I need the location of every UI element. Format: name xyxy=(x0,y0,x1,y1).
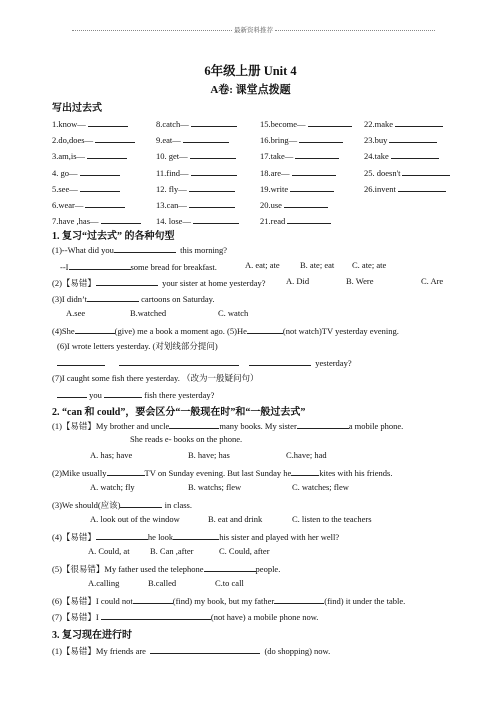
s2-q4-opt-c[interactable]: C. Could, after xyxy=(219,546,270,556)
vocab-word: 23.buy xyxy=(364,135,388,146)
vocab-item xyxy=(260,198,328,210)
s2-q1-opt-c[interactable]: C.have; had xyxy=(286,450,327,460)
vocab-answer-blank[interactable] xyxy=(389,133,437,143)
vocab-answer-blank[interactable] xyxy=(402,166,450,176)
vocab-word: 13.can— xyxy=(156,200,187,210)
s3-q1 xyxy=(52,644,330,657)
s1-q3-blank[interactable] xyxy=(87,292,139,302)
s2-q4-opt-a[interactable]: A. Could, at xyxy=(88,546,130,556)
s1-q2-opt-b[interactable]: B. Were xyxy=(346,276,374,286)
s2-q7-a: (7)【易错】I xyxy=(52,612,99,622)
s1-q3 xyxy=(52,292,215,304)
vocab-item xyxy=(260,117,352,129)
s2-q1-b: many books. My sister xyxy=(219,421,297,431)
s2-q3-a: (3)We should(应该) xyxy=(52,500,121,510)
s1-q4 xyxy=(52,324,399,336)
s1-q7: (7)I caught some fish there yesterday. （改为一般疑问句） xyxy=(52,373,259,383)
s3-q1-a: (1)【易错】My friends are xyxy=(52,646,146,656)
vocab-answer-blank[interactable] xyxy=(290,182,334,192)
vocab-word: 17.take— xyxy=(260,151,294,162)
s1-q7-blank-1[interactable] xyxy=(57,388,87,398)
s2-q6-b: (find) my book, but my father xyxy=(172,596,275,606)
s1-q3-opt-c[interactable]: C. watch xyxy=(218,308,249,318)
header-text: 最新资料推荐 xyxy=(234,27,273,34)
vocab-word: 19.write xyxy=(260,183,289,194)
vocab-answer-blank[interactable] xyxy=(183,133,229,143)
vocab-item xyxy=(52,198,125,210)
s2-q6-c: (find) it under the table. xyxy=(324,596,406,606)
vocab-item xyxy=(156,166,237,178)
s3-q1-b: (do shopping) now. xyxy=(264,646,331,656)
s2-q1 xyxy=(52,419,403,432)
s2-q3-blank[interactable] xyxy=(120,498,162,508)
vocab-word: 15.become— xyxy=(260,119,306,129)
s1-q2-blank[interactable] xyxy=(96,276,158,286)
page-subtitle: A卷: 课堂点拨题 xyxy=(210,84,291,96)
s1-q2-opt-c[interactable]: C. Are xyxy=(421,276,444,286)
vocab-word: 2.do,does— xyxy=(52,135,94,146)
s2-q4-a: (4)【易错】 xyxy=(52,532,96,542)
vocab-item xyxy=(364,117,443,129)
s1-q1-post: this morning? xyxy=(180,245,228,255)
vocab-word: 10. get— xyxy=(156,151,188,162)
s1-q1b-pre: --I xyxy=(60,262,69,272)
vocab-answer-blank[interactable] xyxy=(189,198,235,208)
s1-q7-mid2: fish there yesterday? xyxy=(144,390,215,400)
vocab-item xyxy=(52,182,120,194)
vocab-answer-blank[interactable] xyxy=(295,149,339,159)
section-heading-past-tense: 写出过去式 xyxy=(52,103,102,114)
s1-q7-answer xyxy=(57,388,214,400)
s2-q5-opt-a[interactable]: A.calling xyxy=(88,578,120,588)
vocab-item xyxy=(156,214,239,226)
vocab-item xyxy=(364,166,450,178)
s1-q2 xyxy=(52,276,266,289)
vocab-answer-blank[interactable] xyxy=(292,166,336,176)
s1-q3-opt-a[interactable]: A.see xyxy=(66,308,86,318)
s2-q5-opt-b[interactable]: B.called xyxy=(148,578,177,588)
section3-heading: 3. 复习现在进行时 xyxy=(52,630,132,641)
s1-q4-c: (not watch)TV yesterday evening. xyxy=(282,326,399,336)
s1-q6: (6)I wrote letters yesterday. (对划线部分提问) xyxy=(57,341,218,351)
vocab-item xyxy=(260,133,343,145)
s2-q5-opt-c[interactable]: C.to call xyxy=(215,578,244,588)
vocab-answer-blank[interactable] xyxy=(398,182,446,192)
vocab-item xyxy=(52,149,127,161)
s1-q2-pre: (2)【易错】 xyxy=(52,278,96,288)
s2-q3-b: in class. xyxy=(164,500,192,510)
vocab-item xyxy=(52,133,135,145)
vocab-item xyxy=(260,182,334,194)
s2-q1-blank-2[interactable] xyxy=(297,419,349,429)
s2-q2-opt-b[interactable]: B. watchs; flew xyxy=(188,482,242,492)
vocab-answer-blank[interactable] xyxy=(287,214,331,224)
s3-q1-blank[interactable] xyxy=(150,644,260,654)
s2-q1-opt-b[interactable]: B. have; has xyxy=(188,450,230,460)
s2-q7-b: (not have) a mobile phone now. xyxy=(210,612,319,622)
s1-q2-post: your sister at home yesterday? xyxy=(162,278,266,288)
s2-q6-blank-1[interactable] xyxy=(133,594,173,604)
s1-q1-blank[interactable] xyxy=(114,243,176,253)
vocab-item xyxy=(156,198,235,210)
vocab-word: 4. go— xyxy=(52,167,78,178)
s2-q1-opt-a[interactable]: A. has; have xyxy=(90,450,133,460)
s2-q1-line2: She reads e- books on the phone. xyxy=(130,434,243,444)
vocab-word: 7.have ,has— xyxy=(52,216,99,227)
s2-q3-opt-c[interactable]: C. listen to the teachers xyxy=(292,514,372,524)
s2-q5 xyxy=(52,562,280,575)
s2-q2-blank-1[interactable] xyxy=(107,466,145,476)
vocab-answer-blank[interactable] xyxy=(191,166,237,176)
s2-q2-opt-a[interactable]: A. watch; fly xyxy=(90,482,135,492)
s1-q1b-opt-a[interactable]: A. eat; ate xyxy=(245,260,280,270)
page-title: 6年级上册 Unit 4 xyxy=(204,64,297,78)
s1-q4-blank[interactable] xyxy=(75,324,115,334)
vocab-answer-blank[interactable] xyxy=(101,214,141,224)
vocab-word: 18.are— xyxy=(260,167,290,178)
s2-q5-blank[interactable] xyxy=(204,562,256,572)
vocab-answer-blank[interactable] xyxy=(190,149,236,159)
s2-q1-a: (1)【易错】My brother and uncle xyxy=(52,421,170,431)
vocab-word: 26.invent xyxy=(364,183,396,194)
s1-q4-b: (give) me a book a moment ago. (5)He xyxy=(114,326,247,336)
vocab-answer-blank[interactable] xyxy=(391,149,439,159)
s2-q7-blank[interactable] xyxy=(101,610,211,620)
header-dots-left xyxy=(72,30,232,31)
vocab-word: 6.wear— xyxy=(52,200,84,210)
vocab-item xyxy=(364,133,437,145)
s2-q4-b: he look xyxy=(147,532,174,542)
s2-q6-blank-2[interactable] xyxy=(274,594,324,604)
s2-q3-opt-b[interactable]: B. eat and drink xyxy=(208,514,263,524)
s2-q2-b: TV on Sunday evening. But last Sunday he xyxy=(144,468,292,478)
s2-q2-blank-2[interactable] xyxy=(291,466,319,476)
vocab-word: 8.catch— xyxy=(156,119,189,129)
vocab-item xyxy=(260,149,339,161)
vocab-item xyxy=(156,133,229,145)
s1-q1b-blank[interactable] xyxy=(69,260,131,270)
s1-q6-end: yesterday? xyxy=(315,358,352,368)
vocab-item xyxy=(156,149,236,161)
vocab-answer-blank[interactable] xyxy=(308,117,352,127)
vocab-word: 5.see— xyxy=(52,183,78,194)
vocab-word: 1.know— xyxy=(52,119,86,129)
header-dots-right xyxy=(275,30,435,31)
s1-q6-answer xyxy=(57,356,352,368)
vocab-word: 21.read xyxy=(260,216,286,227)
vocab-answer-blank[interactable] xyxy=(80,166,120,176)
s2-q1-blank-1[interactable] xyxy=(169,419,219,429)
s1-q1b xyxy=(60,260,217,272)
vocab-item xyxy=(52,117,128,129)
vocab-word: 11.find— xyxy=(156,167,189,178)
s2-q5-a: (5)【很易错】My father used the telephone xyxy=(52,564,204,574)
vocab-answer-blank[interactable] xyxy=(87,149,127,159)
section2-heading: 2. “can 和 could”，要会区分“一般现在时”和“一般过去式” xyxy=(52,407,306,418)
s1-q3-opt-b[interactable]: B.watched xyxy=(130,308,167,318)
vocab-word: 14. lose— xyxy=(156,216,191,227)
s2-q2-opt-c[interactable]: C. watches; flew xyxy=(292,482,349,492)
s1-q6-blank-1[interactable] xyxy=(57,356,105,366)
s2-q2 xyxy=(52,466,392,478)
vocab-item xyxy=(364,182,446,194)
vocab-word: 24.take xyxy=(364,151,389,162)
s1-q7-mid1: you xyxy=(89,390,102,400)
s1-q6-blank-2[interactable] xyxy=(119,356,239,366)
vocab-answer-blank[interactable] xyxy=(299,133,343,143)
vocab-word: 20.use xyxy=(260,200,282,210)
s1-q7-blank-2[interactable] xyxy=(104,388,142,398)
s2-q3 xyxy=(52,498,192,511)
vocab-answer-blank[interactable] xyxy=(80,182,120,192)
s2-q4-opt-b[interactable]: B. Can ,after xyxy=(150,546,194,556)
s1-q1 xyxy=(52,243,227,255)
vocab-item xyxy=(52,166,120,178)
vocab-word: 25. doesn't xyxy=(364,167,401,178)
s1-q4-a: (4)She xyxy=(52,326,75,336)
vocab-answer-blank[interactable] xyxy=(395,117,443,127)
s1-q3-post: cartoons on Saturday. xyxy=(141,294,215,304)
vocab-answer-blank[interactable] xyxy=(85,198,125,208)
vocab-item xyxy=(260,166,336,178)
s2-q2-c: kites with his friends. xyxy=(319,468,393,478)
s2-q5-b: people. xyxy=(255,564,281,574)
s2-q7 xyxy=(52,610,318,623)
page-header xyxy=(70,25,430,34)
s2-q6 xyxy=(52,594,405,607)
s2-q4-blank-1[interactable] xyxy=(96,530,148,540)
s1-q1-pre: (1)--What did you xyxy=(52,245,114,255)
section1-heading: 1. 复习“过去式” 的各种句型 xyxy=(52,231,175,242)
vocab-item xyxy=(260,214,331,226)
s2-q6-a: (6)【易错】I could not xyxy=(52,596,133,606)
s2-q2-a: (2)Mike usually xyxy=(52,468,107,478)
vocab-answer-blank[interactable] xyxy=(189,182,235,192)
vocab-word: 12. fly— xyxy=(156,183,187,194)
vocab-item xyxy=(156,182,235,194)
vocab-word: 22.make xyxy=(364,119,394,129)
vocab-answer-blank[interactable] xyxy=(191,117,237,127)
s2-q1-c: a mobile phone. xyxy=(348,421,404,431)
s1-q1b-opt-c[interactable]: C. ate; ate xyxy=(352,260,387,270)
s2-q4 xyxy=(52,530,339,543)
vocab-item xyxy=(156,117,237,129)
vocab-word: 16.bring— xyxy=(260,135,298,146)
s1-q3-pre: (3)I didn’t xyxy=(52,294,88,304)
s2-q4-c: his sister and played with her well? xyxy=(219,532,340,542)
s2-q3-opt-a[interactable]: A. look out of the window xyxy=(90,514,180,524)
vocab-answer-blank[interactable] xyxy=(95,133,135,143)
vocab-word: 3.am,is— xyxy=(52,151,86,162)
s1-q2-opt-a[interactable]: A. Did xyxy=(286,276,310,286)
vocab-answer-blank[interactable] xyxy=(284,198,328,208)
vocab-word: 9.eat— xyxy=(156,135,181,146)
vocab-answer-blank[interactable] xyxy=(193,214,239,224)
s1-q1b-post: some bread for breakfast. xyxy=(130,262,217,272)
vocab-answer-blank[interactable] xyxy=(88,117,128,127)
s2-q4-blank-2[interactable] xyxy=(173,530,219,540)
s1-q6-blank-3[interactable] xyxy=(249,356,311,366)
vocab-item xyxy=(52,214,141,226)
s1-q1b-opt-b[interactable]: B. ate; eat xyxy=(300,260,335,270)
vocab-item xyxy=(364,149,439,161)
s1-q5-blank[interactable] xyxy=(247,324,283,334)
